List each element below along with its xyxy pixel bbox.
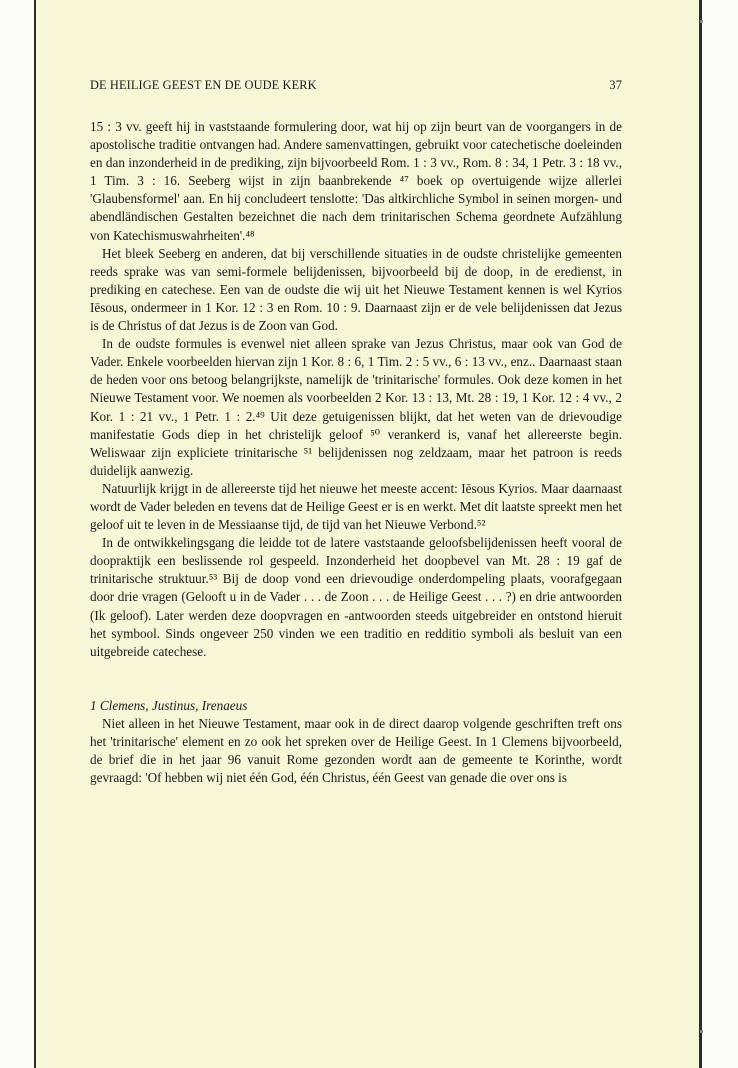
running-title: DE HEILIGE GEEST EN DE OUDE KERK xyxy=(90,78,317,92)
paragraph: In de ontwikkelingsgang die leidde tot de latere vaststaande geloofsbelijdenissen heeft vooral de doopraktijk een beslissende rol gespeeld. Inzonderheid het doopbevel van Mt. 28 : 19 gaf de trinitarische struktuur.⁵³ Bij de doop vond een drievoudige onderdompeling plaats, voorafgegaan door drie vragen (Gelooft u in de Vader . . . de Zoon . . . de Heilige Geest . . . ?) en drie antwoorden (Ik geloof). Later werden deze doopvragen en -antwoorden steeds uitgebreider en ontstond hieruit het symbool. Sinds ongeveer 250 vinden we een traditio en redditio symboli als besluit van een uitgebreide catechese. xyxy=(90,535,622,659)
paragraph: Natuurlijk krijgt in de allereerste tijd het nieuwe het meeste accent: Iēsous Kyrios. Maar daarnaast wordt de Vader beleden en tevens dat de Heilige Geest er is en werkt. Met dit laatste spreekt men het geloof uit te leven in de Messiaanse tijd, de tijd van het Nieuwe Verbond.⁵² xyxy=(90,480,622,533)
main-text xyxy=(90,118,622,787)
scan-border-left xyxy=(34,0,36,1068)
paragraph: In de oudste formules is evenwel niet alleen sprake van Jezus Christus, maar ook van God de Vader. Enkele voorbeelden hiervan zijn 1 Kor. 8 : 6, 1 Tim. 2 : 5 vv., 6 : 13 vv., enz.. Daarnaast staan de heden voor ons betoog belangrijkste, namelijk de 'trinitarische' formules. Ook deze komen in het Nieuwe Testament voor. We noemen als voorbeelden 2 Kor. 13 : 13, Mt. 28 : 19, 1 Kor. 12 : 4 vv., 2 Kor. 1 : 21 vv., 1 Petr. 1 : 2.⁴⁹ Uit deze getuigenissen blijkt, dat het weten van de drievoudige manifestatie Gods diep in het christelijk geloof ⁵⁰ verankerd is, vanaf het allereerste begin. Weliswaar zijn expliciete trinitarische ⁵¹ belijdenissen nog zeldzaam, maar het patroon is reeds duidelijk aanwezig. xyxy=(90,336,622,478)
scan-speck xyxy=(700,20,703,23)
scan-speck xyxy=(700,1030,703,1033)
paragraph: Niet alleen in het Nieuwe Testament, maar ook in de direct daarop volgende geschriften treft ons het 'trinitarische' element en zo ook het spreken over de Heilige Geest. In 1 Clemens bijvoorbeeld, de brief die in het jaar 96 vanuit Rome gezonden wordt aan de gemeente te Korinthe, wordt gevraagd: 'Of hebben wij niet één God, één Christus, één Geest van genade die over ons is xyxy=(90,715,622,786)
page-number: 37 xyxy=(609,78,622,92)
section-heading: 1 Clemens, Justinus, Irenaeus xyxy=(90,697,248,713)
paragraph: Het bleek Seeberg en anderen, dat bij verschillende situaties in de oudste christelijke gemeenten reeds sprake was van semi-formele belijdenissen, bijvoorbeeld bij de doop, in de eredienst, in prediking en catechese. Een van de oudste die wij uit het Nieuwe Testament kennen is wel Kyrios Iēsous, ondermeer in 1 Kor. 12 : 3 en Rom. 10 : 9. Daarnaast zijn er de vele belijdenissen dat Jezus is de Christus of dat Jezus is de Zoon van God. xyxy=(90,245,622,334)
paragraph: 15 : 3 vv. geeft hij in vaststaande formulering door, wat hij op zijn beurt van de voorgangers in de apostolische traditie ontvangen had. Andere samenvattingen, gebruikt voor catechetische doeleinden en dan inzonderheid in de prediking, zijn bijvoorbeeld Rom. 1 : 3 vv., Rom. 8 : 34, 1 Petr. 3 : 18 vv., 1 Tim. 3 : 16. Seeberg wijst in zijn baanbrekende ⁴⁷ boek op overtuigende wijze allerlei 'Glaubensformel' aan. En hij concludeert tenslotte: 'Das altkirchliche Symbol in seinen morgen- und abendländischen Gestalten bezeichnet die nach dem trinitarischen Schema geordnete Aufzählung von Katechismuswahrheiten'.⁴⁸ xyxy=(90,119,622,243)
scan-border-right xyxy=(699,0,702,1068)
